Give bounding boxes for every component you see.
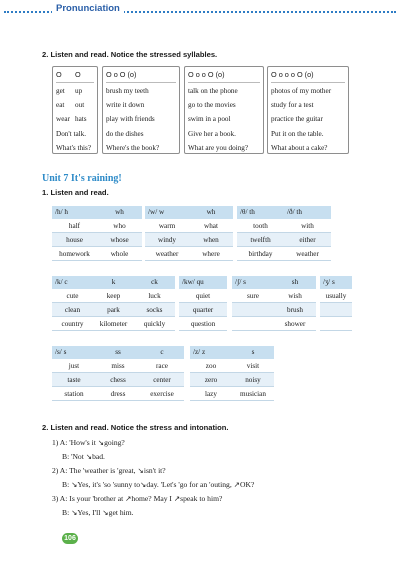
stress-pattern: O O bbox=[56, 69, 94, 83]
table-row: half who bbox=[52, 219, 142, 233]
sound-header: /z/ z bbox=[193, 348, 206, 356]
stress-row: Where's the book? bbox=[106, 143, 160, 152]
stress-row: play with friends bbox=[106, 115, 155, 124]
stress-pattern: O o O (o) bbox=[106, 69, 176, 83]
header-title: Pronunciation bbox=[52, 3, 124, 14]
table-row: station dress exercise bbox=[52, 387, 184, 401]
stress-row: wear hats bbox=[56, 115, 87, 124]
dialogue-line: B: 'Not ↘bad. bbox=[62, 452, 105, 461]
stress-row: Put it on the table. bbox=[271, 129, 324, 138]
sound-header: sh bbox=[291, 278, 299, 286]
table-row: taste chess center bbox=[52, 373, 184, 387]
dialogue-line: 2) A: The 'weather is 'great, ↘isn't it? bbox=[52, 466, 166, 475]
sound-table-sh bbox=[232, 276, 316, 331]
table-row: tooth with bbox=[237, 219, 331, 233]
table-row: warm what bbox=[145, 219, 233, 233]
stress-row: Don't talk. bbox=[56, 129, 87, 138]
sound-table-z bbox=[190, 346, 274, 401]
stress-row: talk on the phone bbox=[188, 87, 238, 95]
sound-header: /w/ w bbox=[148, 208, 165, 216]
table-row: lazy musician bbox=[190, 387, 274, 401]
stress-pattern: O o o O (o) bbox=[188, 69, 260, 83]
table-row: question bbox=[179, 317, 227, 331]
sound-header: /θ/ th bbox=[240, 208, 255, 216]
table-row: quiet bbox=[179, 289, 227, 303]
stress-pattern: O o o o O (o) bbox=[271, 69, 345, 83]
sound-header: /ʒ/ s bbox=[323, 278, 335, 286]
stress-box-3 bbox=[184, 66, 264, 154]
stress-row: What's this? bbox=[56, 143, 92, 152]
table-row: shower bbox=[232, 317, 316, 331]
table-row: just miss race bbox=[52, 359, 184, 373]
section-header bbox=[0, 0, 402, 20]
stress-row: write it down bbox=[106, 101, 145, 110]
stress-box-4 bbox=[267, 66, 349, 154]
stress-row: go to the movies bbox=[188, 101, 236, 110]
stress-row: What are you doing? bbox=[188, 143, 249, 152]
table-row: house whose bbox=[52, 233, 142, 247]
table-row: zoo visit bbox=[190, 359, 274, 373]
sound-header: /h/ h bbox=[55, 208, 68, 216]
table-row: usually bbox=[320, 289, 352, 303]
table-row: quarter bbox=[179, 303, 227, 317]
dialogue-line: B: ↘Yes, I'll ↘get him. bbox=[62, 508, 134, 517]
stress-row: brush my teeth bbox=[106, 87, 149, 95]
dialogue-line: B: ↘Yes, it's 'so 'sunny to↘day. 'Let's 'go for an 'outing, ↗OK? bbox=[62, 480, 255, 489]
table-row: clean park socks bbox=[52, 303, 175, 317]
table-row: weather where bbox=[145, 247, 233, 261]
stress-row: photos of my mother bbox=[271, 87, 332, 95]
stress-row: eat out bbox=[56, 101, 85, 110]
table-row: birthday weather bbox=[237, 247, 331, 261]
stress-row: practice the guitar bbox=[271, 115, 323, 124]
page-number: 106 bbox=[62, 533, 78, 544]
sound-header: wh bbox=[206, 208, 216, 216]
sound-header: wh bbox=[115, 208, 124, 216]
sound-table-k bbox=[52, 276, 175, 331]
sound-header: /ð/ th bbox=[287, 208, 302, 216]
sound-table-h bbox=[52, 206, 142, 261]
stress-row: What about a cake? bbox=[271, 143, 328, 152]
sound-header: /s/ s bbox=[55, 348, 67, 356]
table-row: homework whole bbox=[52, 247, 142, 261]
sound-header: /ʃ/ s bbox=[235, 278, 246, 286]
sound-table-zh bbox=[320, 276, 352, 331]
section2b-title: 2. Listen and read. Notice the stress and intonation. bbox=[42, 423, 229, 432]
table-row bbox=[320, 317, 352, 331]
stress-row: get up bbox=[56, 87, 83, 95]
section1-title: 1. Listen and read. bbox=[42, 188, 109, 197]
table-row: sure wish bbox=[232, 289, 316, 303]
sound-header: s bbox=[251, 348, 255, 356]
table-row: windy when bbox=[145, 233, 233, 247]
stress-box-1 bbox=[52, 66, 98, 154]
table-row: twelfth either bbox=[237, 233, 331, 247]
sound-header: ss bbox=[115, 348, 121, 356]
table-row bbox=[320, 303, 352, 317]
unit-title: Unit 7 It's raining! bbox=[42, 173, 122, 184]
sound-table-w bbox=[145, 206, 233, 261]
sound-header: /k/ c bbox=[55, 278, 68, 286]
sound-header: /kw/ qu bbox=[182, 278, 204, 286]
dialogue-line: 3) A: Is your 'brother at ↗home? May I ↗speak to him? bbox=[52, 494, 223, 503]
sound-table-s bbox=[52, 346, 184, 401]
table-row: zero noisy bbox=[190, 373, 274, 387]
stress-row: study for a test bbox=[271, 101, 314, 110]
sound-table-th bbox=[237, 206, 331, 261]
stress-row: do the dishes bbox=[106, 129, 144, 138]
stress-row: swim in a pool bbox=[188, 115, 231, 124]
sound-header: c bbox=[160, 348, 164, 356]
table-row: brush bbox=[232, 303, 316, 317]
table-row: country kilometer quickly bbox=[52, 317, 175, 331]
section2-title: 2. Listen and read. Notice the stressed syllables. bbox=[42, 50, 218, 59]
dialogue-line: 1) A: 'How's it ↘going? bbox=[52, 438, 125, 447]
stress-box-2 bbox=[102, 66, 180, 154]
table-row: cute keep luck bbox=[52, 289, 175, 303]
sound-header: ck bbox=[151, 278, 158, 286]
sound-table-kw bbox=[179, 276, 227, 331]
sound-header: k bbox=[111, 278, 116, 286]
stress-row: Give her a book. bbox=[188, 129, 236, 138]
